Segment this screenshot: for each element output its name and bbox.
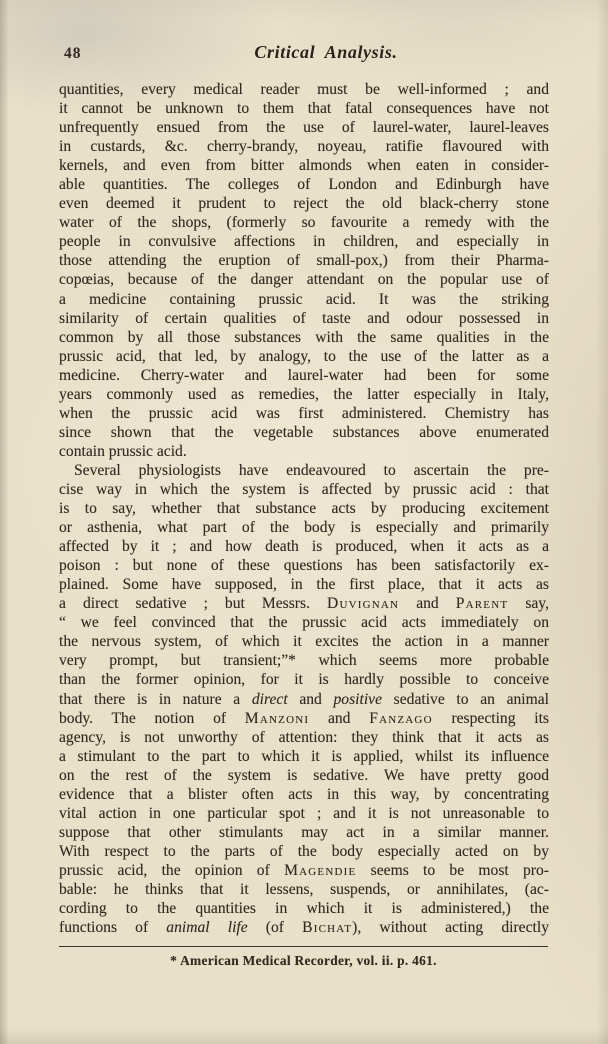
text-line: medicine. Cherry-water and laurel-water had been for some — [59, 366, 549, 384]
footnote-separator — [59, 946, 548, 947]
text-line: in custards, &c. cherry-brandy, noyeau, ratifie flavoured with — [59, 138, 549, 156]
footnote-text: * American Medical Recorder, vol. ii. p. 461. — [170, 953, 437, 968]
text-line: common by all those substances with the same qualities in the — [59, 328, 549, 346]
paragraph — [59, 461, 549, 937]
text-line: plained. Some have supposed, in the first place, that it acts as — [59, 576, 549, 594]
text-line: With respect to the parts of the body especially acted on by — [59, 842, 549, 860]
text-line: a direct sedative ; but Messrs. Duvignan and Parent say, — [59, 595, 549, 613]
text-line: quantities, every medical reader must be well-informed ; and — [59, 81, 549, 98]
paragraph — [59, 80, 549, 461]
text-line: able quantities. The colleges of London and Edinburgh have — [59, 176, 549, 194]
text-line: cise way in which the system is affected by prussic acid : that — [59, 480, 549, 498]
text-line: a medicine containing prussic acid. It was the striking — [59, 290, 549, 308]
text-line: suppose that other stimulants may act in a similar manner. — [59, 823, 549, 841]
text-line: Several physiologists have endeavoured to ascertain the pre- — [74, 461, 549, 479]
text-line: vital action in one particular spot ; and it is not unreasonable to — [59, 804, 549, 822]
text-line: functions of animal life (of Bichat), without acting directly — [59, 919, 549, 937]
text-line: prussic acid, the opinion of Magendie seems to be most pro- — [59, 861, 549, 879]
text-line: poison : but none of these questions has been satisfactorily ex- — [59, 557, 549, 575]
text-line: or asthenia, what part of the body is especially and primarily — [59, 519, 549, 537]
text-line: affected by it ; and how death is produced, when it acts as a — [59, 538, 549, 556]
text-line: people in convulsive affections in children, and especially in — [59, 233, 549, 251]
text-line: even deemed it prudent to reject the old black-cherry stone — [59, 195, 549, 213]
text-line: kernels, and even from bitter almonds when eaten in consider- — [59, 157, 549, 175]
text-line: since shown that the vegetable substances above enumerated — [59, 423, 549, 441]
text-line: it cannot be unknown to them that fatal consequences have not — [59, 100, 549, 118]
page-number: 48 — [64, 45, 82, 62]
text-line: copœias, because of the danger attendant on the popular use of — [59, 271, 549, 289]
running-header-title: Critical Analysis. — [254, 42, 398, 62]
text-line: that there is in nature a direct and positive sedative to an animal — [59, 690, 549, 708]
text-line: is to say, whether that substance acts by producing excitement — [59, 500, 549, 518]
text-line: cording to the quantities in which it is administered,) the — [59, 900, 549, 918]
body-text — [59, 80, 549, 937]
text-line: water of the shops, (formerly so favourite a remedy with the — [59, 214, 549, 232]
text-line: “ we feel convinced that the prussic acid acts immediately on — [59, 614, 549, 632]
text-line: prussic acid, that led, by analogy, to the use of the latter as a — [59, 347, 549, 365]
text-line: agency, is not unworthy of attention: they think that it acts as — [59, 728, 549, 746]
text-line: body. The notion of Manzoni and Fanzago respecting its — [59, 709, 549, 727]
text-line: contain prussic acid. — [59, 442, 187, 460]
text-line: years commonly used as remedies, the latter especially in Italy, — [59, 385, 549, 403]
text-line: unfrequently ensued from the use of laurel-water, laurel-leaves — [59, 119, 549, 137]
text-line: than the former opinion, for it is hardly possible to conceive — [59, 671, 549, 689]
text-line: the nervous system, of which it excites the action in a manner — [59, 633, 549, 651]
text-line: similarity of certain qualities of taste and odour possessed in — [59, 309, 549, 327]
text-line: when the prussic acid was first administered. Chemistry has — [59, 404, 549, 422]
text-line: bable: he thinks that it lessens, suspends, or annihilates, (ac- — [59, 880, 549, 898]
text-line: on the rest of the system is sedative. We have pretty good — [59, 766, 549, 784]
text-line: a stimulant to the part to which it is applied, whilst its influence — [59, 747, 549, 765]
text-line: evidence that a blister often acts in this way, by concentrating — [59, 785, 549, 803]
text-line: those attending the eruption of small-pox,) from their Pharma- — [59, 252, 549, 270]
text-line: very prompt, but transient;”* which seems more probable — [59, 652, 549, 670]
